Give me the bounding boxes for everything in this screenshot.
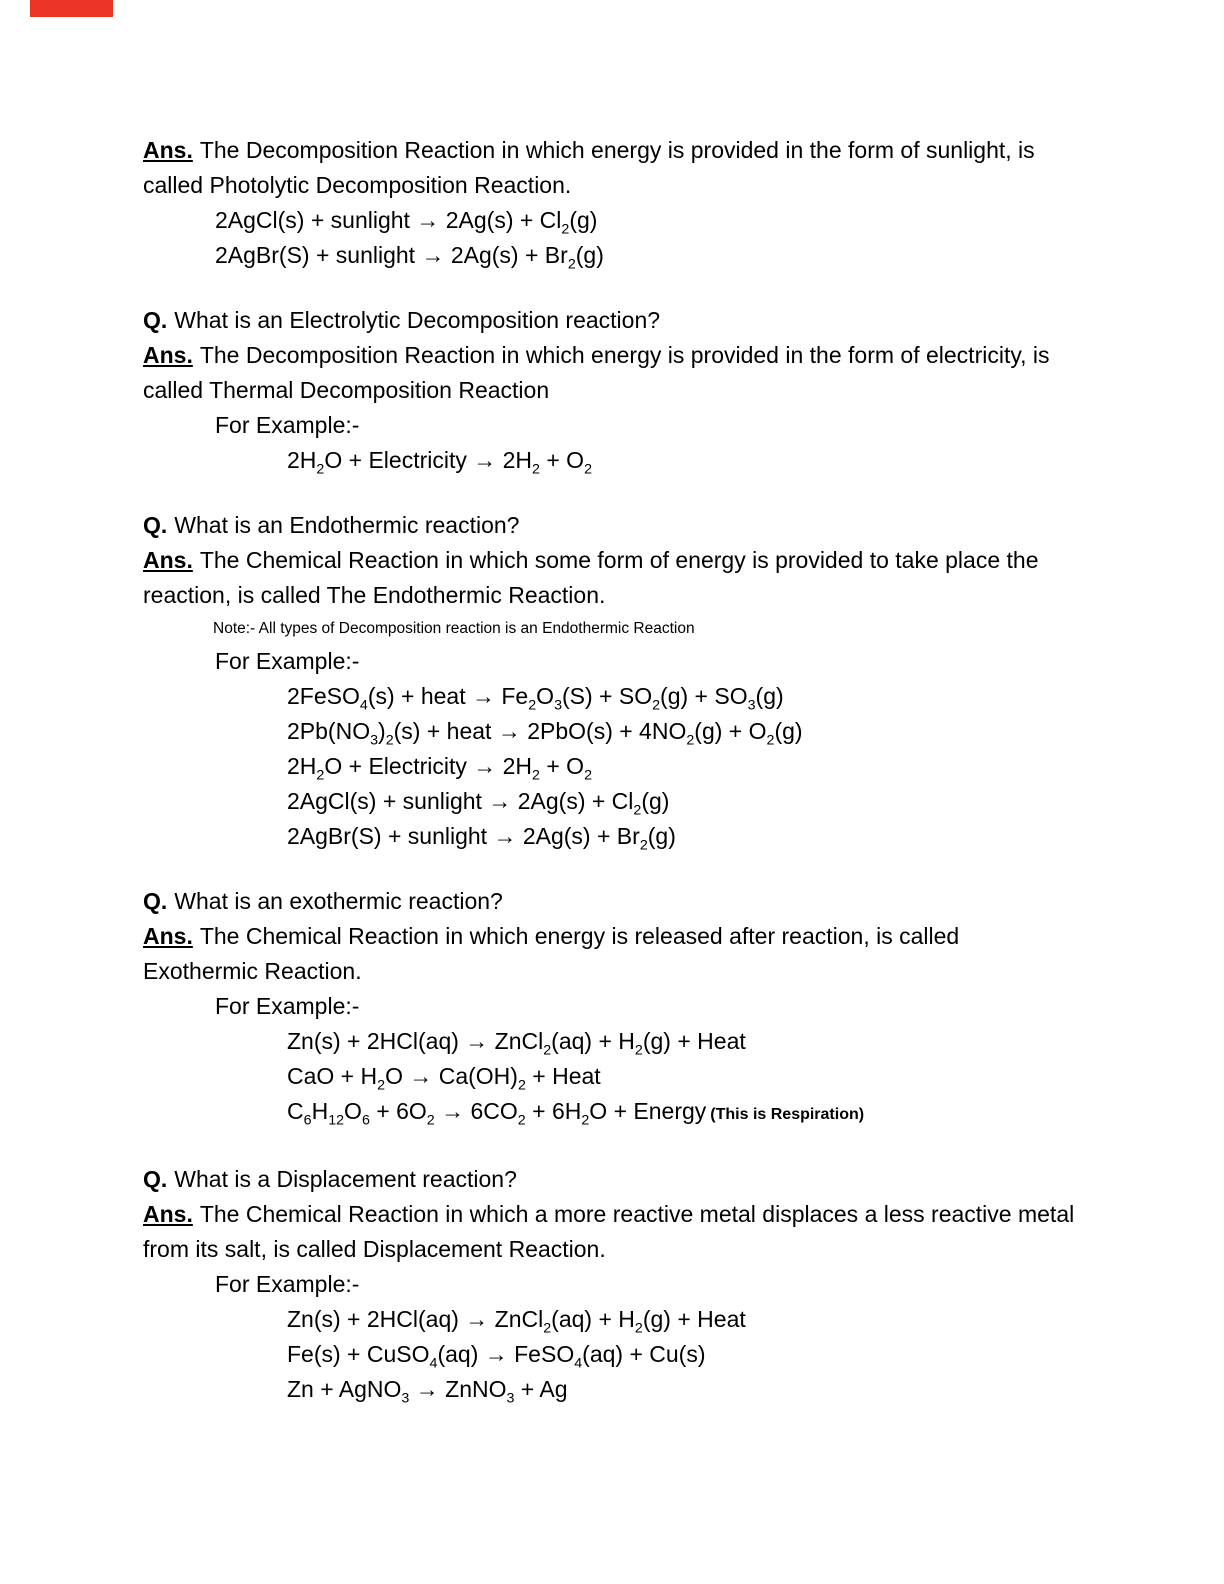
- question-paragraph: [143, 884, 1080, 919]
- question-text: What is an Electrolytic Decomposition reaction?: [174, 307, 661, 333]
- equation-line: CaO + $H_2O \to Ca(OH)_2$ + Heat: [287, 1063, 601, 1094]
- qa-section-displacement: [143, 1162, 1080, 1407]
- equation-suffix: (This is Respiration): [710, 1106, 865, 1123]
- note-line: Note:- All types of Decomposition reaction is an Endothermic Reaction: [213, 620, 695, 637]
- equation-line: Zn(s) + 2HCl(aq) → ZnCl$_2$(aq) + $H_2(g)$ + Heat: [287, 1306, 746, 1337]
- answer-text: The Chemical Reaction in which a more reactive metal displaces a less reactive metal from its salt, is called Displacement Reaction.: [143, 1201, 1075, 1262]
- equation-line: 2AgBr(S) + sunlight → $2Ag(s) + Br_2(g)$: [287, 823, 676, 854]
- qa-section-exothermic: [143, 884, 1080, 1132]
- answer-text: The Decomposition Reaction in which energy is provided in the form of electricity, is called Thermal Decomposition Reaction: [143, 342, 1050, 403]
- question-text: What is an exothermic reaction?: [174, 888, 503, 914]
- answer-text: The Decomposition Reaction in which energy is provided in the form of sunlight, is called Photolytic Decomposition Reaction.: [143, 137, 1035, 198]
- ans-label: Ans.: [143, 342, 193, 368]
- for-example-label: For Example:-: [215, 648, 360, 674]
- answer-paragraph: [143, 338, 1080, 408]
- equation-line: $2Pb(NO_3)_2(s)$ + heat → $2PbO(s) + 4NO_2(g) + O_2(g)$: [287, 718, 803, 749]
- equation-line: 2FeSO$_4$(s) + heat → $Fe_2O_3(S) + SO_2(g) + SO_3(g)$: [287, 683, 784, 714]
- qa-section-photolytic: [143, 133, 1080, 273]
- answer-text: The Chemical Reaction in which some form of energy is provided to take place the reaction, is called The Endothermic Reaction.: [143, 547, 1039, 608]
- q-label: Q.: [143, 307, 168, 333]
- equation-line: 2AgCl(s) + sunlight → $2Ag(s) + Cl_2(g)$: [215, 207, 598, 238]
- equation-line: 2AgCl(s) + sunlight → $2Ag(s) + Cl_2(g)$: [287, 788, 670, 819]
- equation-line: 2AgBr(S) + sunlight → $2Ag(s) + Br_2(g)$: [215, 242, 604, 273]
- q-label: Q.: [143, 512, 168, 538]
- equation-line: Fe(s) + CuSO$_4$(aq) → FeSO$_4$(aq) + Cu(s): [287, 1341, 706, 1372]
- ans-label: Ans.: [143, 547, 193, 573]
- answer-paragraph: [143, 133, 1080, 203]
- red-marker: [30, 0, 113, 17]
- question-text: What is an Endothermic reaction?: [174, 512, 520, 538]
- qa-section-endothermic: [143, 508, 1080, 854]
- q-label: Q.: [143, 1166, 168, 1192]
- equation-line: Zn(s) + 2HCl(aq) → ZnCl$_2$(aq) + $H_2(g)$ + Heat: [287, 1028, 746, 1059]
- document-content: [143, 133, 1080, 1407]
- ans-label: Ans.: [143, 137, 193, 163]
- equation-line: $2H_2O$ + Electricity → $2H_2 + O_2$: [287, 447, 593, 478]
- ans-label: Ans.: [143, 923, 193, 949]
- q-label: Q.: [143, 888, 168, 914]
- for-example-label: For Example:-: [215, 1271, 360, 1297]
- answer-paragraph: [143, 1197, 1080, 1267]
- ans-label: Ans.: [143, 1201, 193, 1227]
- answer-paragraph: [143, 543, 1080, 613]
- equation-line: [287, 1094, 1080, 1132]
- equation-line: Zn + AgNO$_3$ → ZnNO$_3$ + Ag: [287, 1376, 568, 1407]
- question-paragraph: [143, 303, 1080, 338]
- equation-text: $C_6H_{12}O_6 + 6O_2 \to 6CO_2 + 6H_2O$ + Energy: [287, 1098, 707, 1129]
- qa-section-electrolytic: [143, 303, 1080, 478]
- for-example-label: For Example:-: [215, 993, 360, 1019]
- question-paragraph: [143, 508, 1080, 543]
- question-text: What is a Displacement reaction?: [174, 1166, 517, 1192]
- equation-line: $2H_2O$ + Electricity → $2H_2 + O_2$: [287, 753, 593, 784]
- question-paragraph: [143, 1162, 1080, 1197]
- answer-paragraph: [143, 919, 1080, 989]
- for-example-label: For Example:-: [215, 412, 360, 438]
- answer-text: The Chemical Reaction in which energy is released after reaction, is called Exothermic Reaction.: [143, 923, 960, 984]
